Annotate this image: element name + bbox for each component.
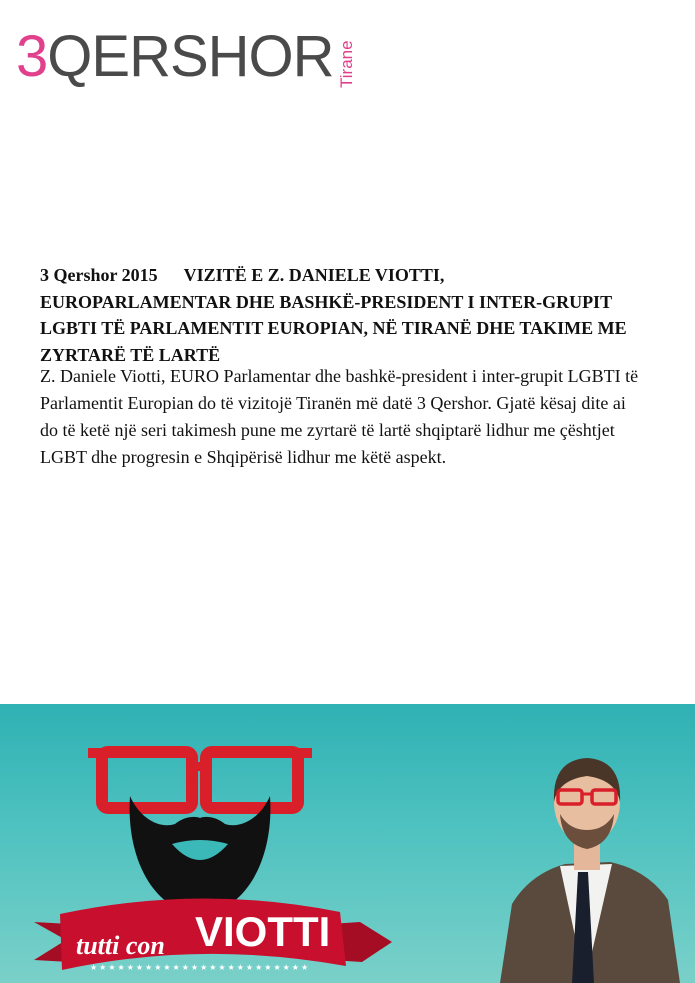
ribbon-name-text: VIOTTI bbox=[195, 908, 331, 955]
campaign-banner bbox=[0, 704, 695, 983]
logo-digit: 3 bbox=[16, 24, 48, 89]
article-heading bbox=[40, 262, 640, 368]
campaign-ribbon bbox=[34, 898, 392, 972]
politician-photo bbox=[500, 758, 680, 983]
article-date: 3 Qershor 2015 bbox=[40, 265, 158, 285]
logo-word: QERSHOR bbox=[47, 24, 334, 89]
banner-illustration bbox=[0, 704, 695, 983]
article-body: Z. Daniele Viotti, EURO Parlamentar dhe bashkë-president i inter-grupit LGBTI të Parlamentit Europian do të vizitojë Tiranën më datë 3 Qershor. Gjatë kësaj dite ai do të ketë një seri takimesh pune me zyrtarë të lartë shqiptarë lidhur me çështjet LGBT dhe progresin e Shqipërisë lidhur me këtë aspekt. bbox=[40, 366, 639, 467]
ribbon-script-text: tutti con bbox=[76, 931, 165, 960]
svg-text:★★★★★★★★★★★★★★★★★★★★★★★★: ★★★★★★★★★★★★★★★★★★★★★★★★ bbox=[90, 963, 311, 972]
article-title: VIZITË E Z. DANIELE VIOTTI, EUROPARLAMENTAR DHE BASHKË-PRESIDENT I INTER-GRUPIT LGBTI TË PARLAMENTIT EUROPIAN, NË TIRANË DHE TAKIME ME ZYRTARË TË LARTË bbox=[40, 265, 627, 365]
logo bbox=[16, 24, 357, 90]
logo-city: Tirane bbox=[336, 40, 356, 88]
red-glasses-icon bbox=[88, 748, 312, 808]
